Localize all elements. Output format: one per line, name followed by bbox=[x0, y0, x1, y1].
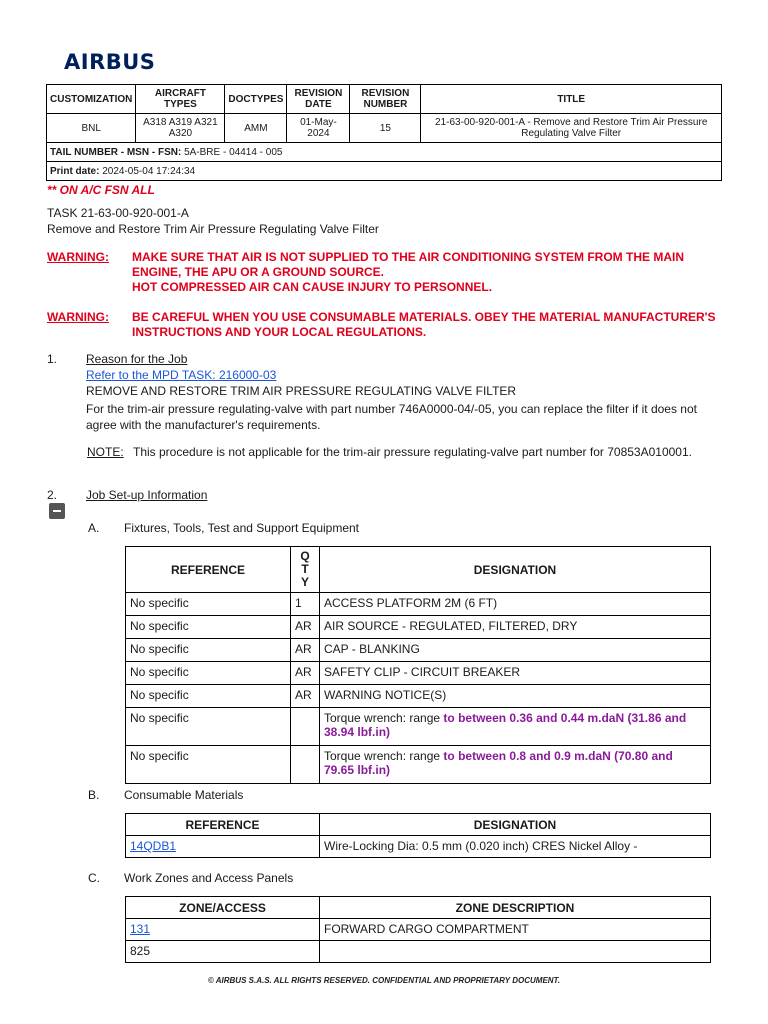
table-row bbox=[126, 639, 711, 662]
warning-text: BE CAREFUL WHEN YOU USE CONSUMABLE MATERIALS. OBEY THE MATERIAL MANUFACTURER'S INSTRUCTIONS AND YOUR LOCAL REGULATIONS. bbox=[132, 310, 716, 339]
tool-reference: No specific bbox=[126, 593, 291, 616]
airbus-logo: AIRBUS bbox=[64, 50, 156, 74]
subsection-title: Fixtures, Tools, Test and Support Equipment bbox=[124, 521, 360, 535]
consumable-reference bbox=[126, 836, 320, 858]
subsection-a bbox=[88, 521, 360, 535]
tool-qty: AR bbox=[291, 685, 320, 708]
note-block bbox=[87, 445, 717, 460]
subsection-title: Work Zones and Access Panels bbox=[124, 871, 294, 885]
tool-reference: No specific bbox=[126, 662, 291, 685]
header-col-aircraft-types: AIRCRAFT TYPES bbox=[136, 85, 225, 114]
zone-access-link[interactable]: 131 bbox=[130, 922, 151, 936]
subsection-b bbox=[88, 788, 244, 802]
consumable-reference-link[interactable]: 14QDB1 bbox=[130, 839, 177, 853]
warning-1 bbox=[47, 250, 717, 295]
warning-text-2: HOT COMPRESSED AIR CAN CAUSE INJURY TO PERSONNEL. bbox=[132, 280, 493, 294]
aircraft-types-value: A318 A319 A321 A320 bbox=[136, 114, 225, 143]
tools-header-qty bbox=[291, 547, 320, 593]
subsection-c bbox=[88, 871, 294, 885]
torque-range: to between 0.36 and 0.44 m.daN (31.86 and 38.94 lbf.in) bbox=[324, 711, 687, 739]
mpd-task-link[interactable]: Refer to the MPD TASK: 216000-03 bbox=[86, 368, 277, 382]
tool-designation: WARNING NOTICE(S) bbox=[320, 685, 711, 708]
customization-value: BNL bbox=[47, 114, 136, 143]
warning-label: WARNING: bbox=[47, 250, 109, 264]
zone-access: 825 bbox=[126, 941, 320, 963]
subsection-letter: A. bbox=[88, 521, 100, 535]
warning-2 bbox=[47, 310, 717, 340]
warning-text: MAKE SURE THAT AIR IS NOT SUPPLIED TO THE AIR CONDITIONING SYSTEM FROM THE MAIN ENGINE, THE APU OR A GROUND SOURCE. bbox=[132, 250, 685, 279]
doctype-value: AMM bbox=[225, 114, 287, 143]
tools-header-designation: DESIGNATION bbox=[320, 547, 711, 593]
header-col-revision-number: REVISION NUMBER bbox=[350, 85, 421, 114]
header-col-title: TITLE bbox=[421, 85, 722, 114]
print-date-label: Print date: bbox=[50, 165, 100, 177]
tail-number-label: TAIL NUMBER - MSN - FSN: bbox=[50, 146, 182, 158]
zone-access bbox=[126, 919, 320, 941]
table-row bbox=[126, 708, 711, 746]
subsection-title: Consumable Materials bbox=[124, 788, 244, 802]
document-header-table bbox=[46, 84, 722, 181]
section-reason bbox=[47, 351, 722, 433]
tool-designation bbox=[320, 746, 711, 784]
header-col-revision-date: REVISION DATE bbox=[287, 85, 350, 114]
reason-paragraph: For the trim-air pressure regulating-valve with part number 746A0000-04/-05, you can replace the filter if it does not agree with the manufacturer's requirements. bbox=[86, 402, 697, 432]
warning-label: WARNING: bbox=[47, 310, 109, 324]
consumables-header-designation: DESIGNATION bbox=[320, 814, 711, 836]
tail-number-value: 5A-BRE - 04414 - 005 bbox=[184, 146, 283, 158]
zone-description bbox=[320, 941, 711, 963]
table-row bbox=[126, 941, 711, 963]
tool-qty bbox=[291, 746, 320, 784]
tools-table bbox=[125, 546, 711, 784]
tools-header-qty-text: QTY bbox=[300, 549, 310, 589]
table-row bbox=[126, 593, 711, 616]
tool-reference: No specific bbox=[126, 708, 291, 746]
tools-header-reference: REFERENCE bbox=[126, 547, 291, 593]
collapse-toggle-icon[interactable] bbox=[49, 503, 65, 519]
reason-caps-text: REMOVE AND RESTORE TRIM AIR PRESSURE REGULATING VALVE FILTER bbox=[86, 384, 517, 398]
tool-designation: SAFETY CLIP - CIRCUIT BREAKER bbox=[320, 662, 711, 685]
tool-designation: AIR SOURCE - REGULATED, FILTERED, DRY bbox=[320, 616, 711, 639]
tool-qty bbox=[291, 708, 320, 746]
tool-reference: No specific bbox=[126, 639, 291, 662]
zone-description: FORWARD CARGO COMPARTMENT bbox=[320, 919, 711, 941]
section-title: Reason for the Job bbox=[86, 352, 188, 366]
task-id: TASK 21-63-00-920-001-A bbox=[47, 206, 189, 220]
print-date-value: 2024-05-04 17:24:34 bbox=[102, 165, 196, 177]
task-block bbox=[47, 205, 379, 237]
copyright-footer: © AIRBUS S.A.S. ALL RIGHTS RESERVED. CONFIDENTIAL AND PROPRIETARY DOCUMENT. bbox=[207, 976, 561, 985]
torque-label: Torque wrench: range bbox=[324, 749, 444, 763]
tool-qty: 1 bbox=[291, 593, 320, 616]
tool-reference: No specific bbox=[126, 616, 291, 639]
zones-table bbox=[125, 896, 711, 963]
tool-reference: No specific bbox=[126, 746, 291, 784]
tool-designation bbox=[320, 708, 711, 746]
section-number: 1. bbox=[47, 352, 58, 366]
consumables-table bbox=[125, 813, 711, 858]
zones-header-description: ZONE DESCRIPTION bbox=[320, 897, 711, 919]
tool-qty: AR bbox=[291, 616, 320, 639]
note-label: NOTE: bbox=[87, 445, 124, 459]
note-text: This procedure is not applicable for the trim-air pressure regulating-valve part number for 70853A010001. bbox=[133, 445, 692, 459]
revision-date-value: 01-May-2024 bbox=[287, 114, 350, 143]
table-row bbox=[126, 616, 711, 639]
task-title: Remove and Restore Trim Air Pressure Regulating Valve Filter bbox=[47, 222, 379, 236]
section-title: Job Set-up Information bbox=[86, 488, 208, 502]
section-job-setup bbox=[47, 487, 722, 503]
tool-qty: AR bbox=[291, 662, 320, 685]
revision-number-value: 15 bbox=[350, 114, 421, 143]
torque-label: Torque wrench: range bbox=[324, 711, 444, 725]
table-row bbox=[126, 685, 711, 708]
section-number: 2. bbox=[47, 488, 58, 502]
tool-designation: ACCESS PLATFORM 2M (6 FT) bbox=[320, 593, 711, 616]
consumables-header-reference: REFERENCE bbox=[126, 814, 320, 836]
tail-number-row bbox=[47, 143, 722, 162]
tool-reference: No specific bbox=[126, 685, 291, 708]
table-row bbox=[126, 919, 711, 941]
torque-range: to between 0.8 and 0.9 m.daN (70.80 and 79.65 lbf.in) bbox=[324, 749, 673, 777]
title-value: 21-63-00-920-001-A - Remove and Restore Trim Air Pressure Regulating Valve Filter bbox=[421, 114, 722, 143]
subsection-letter: B. bbox=[88, 788, 100, 802]
table-row bbox=[126, 662, 711, 685]
print-date-row bbox=[47, 162, 722, 181]
table-row bbox=[126, 836, 711, 858]
consumable-designation: Wire-Locking Dia: 0.5 mm (0.020 inch) CRES Nickel Alloy - bbox=[320, 836, 711, 858]
table-row bbox=[126, 746, 711, 784]
tool-qty: AR bbox=[291, 639, 320, 662]
effectivity-text: ** ON A/C FSN ALL bbox=[47, 183, 155, 197]
header-col-doctypes: DOCTYPES bbox=[225, 85, 287, 114]
zones-header-zone: ZONE/ACCESS bbox=[126, 897, 320, 919]
tool-designation: CAP - BLANKING bbox=[320, 639, 711, 662]
subsection-letter: C. bbox=[88, 871, 100, 885]
header-col-customization: CUSTOMIZATION bbox=[47, 85, 136, 114]
